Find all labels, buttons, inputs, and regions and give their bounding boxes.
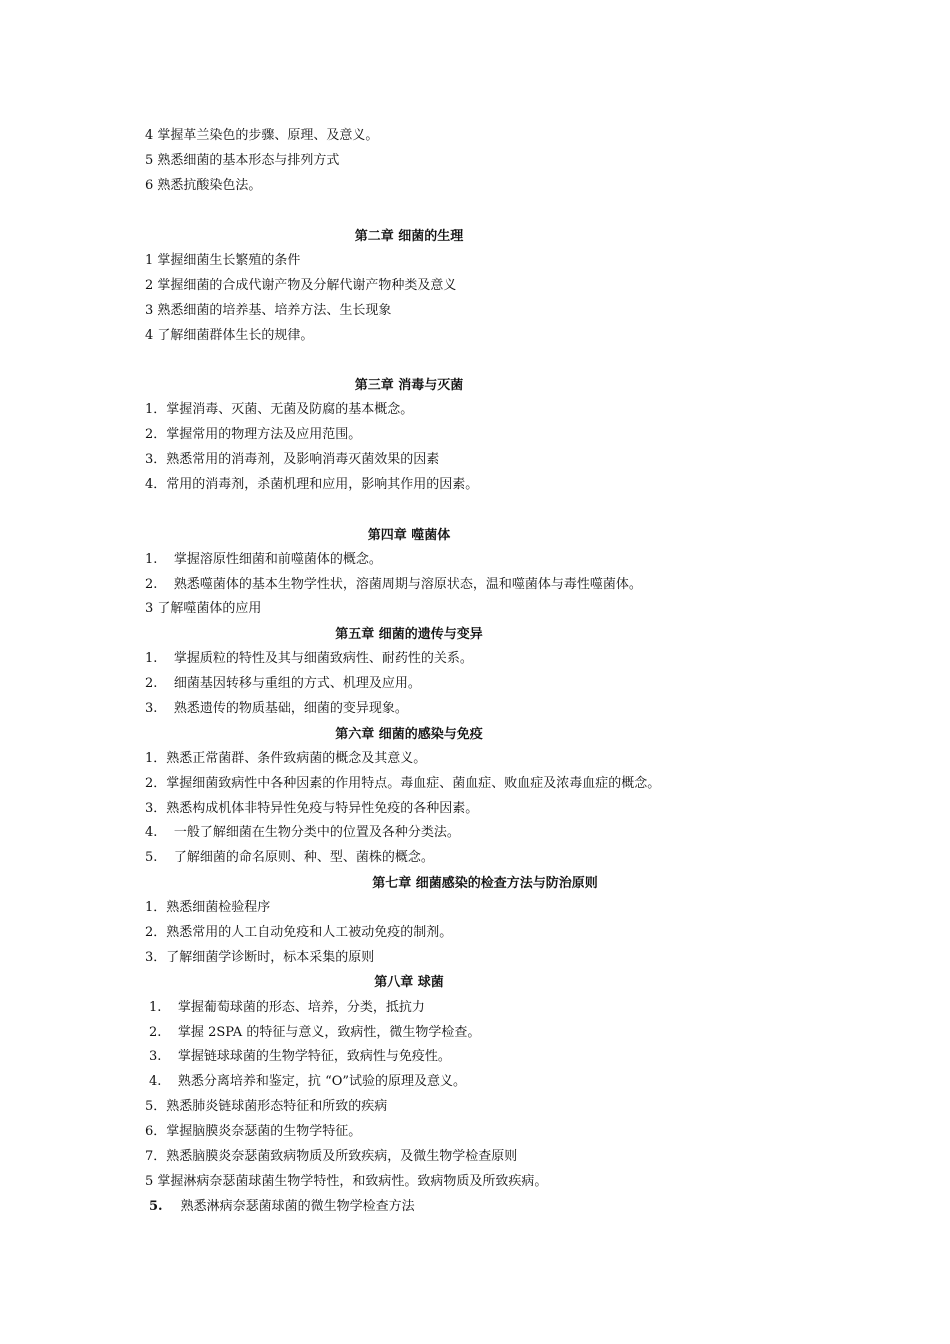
- ch8-item-6: 6．掌握脑膜炎奈瑟菌的生物学特征。: [145, 1124, 362, 1139]
- ch6-item-5: 5. 了解细菌的命名原则、种、型、菌株的概念。: [145, 850, 434, 865]
- ch8-item-last: [149, 1199, 415, 1215]
- ch8-item-3: 3. 掌握链球球菌的生物学特征，致病性与免疫性。: [149, 1049, 451, 1064]
- ch6-item-4: 4. 一般了解细菌在生物分类中的位置及各种分类法。: [145, 825, 460, 840]
- ch2-item-1: 1 掌握细菌生长繁殖的条件: [145, 253, 301, 268]
- ch3-item-1: 1．掌握消毒、灭菌、无菌及防腐的基本概念。: [145, 402, 414, 417]
- ch7-item-1: 1．熟悉细菌检验程序: [145, 900, 271, 915]
- ch1-item-5: 5 熟悉细菌的基本形态与排列方式: [145, 153, 340, 168]
- chapter-4-title: 第四章 噬菌体: [367, 528, 451, 543]
- chapter-3-title: 第三章 消毒与灭菌: [354, 378, 464, 393]
- ch5-item-2: 2. 细菌基因转移与重组的方式、机理及应用。: [145, 676, 421, 691]
- ch8-item-7: 7．熟悉脑膜炎奈瑟菌致病物质及所致疾病，及微生物学检查原则: [145, 1149, 518, 1164]
- ch8-item-2: 2. 掌握 2SPA 的特征与意义，致病性，微生物学检查。: [149, 1025, 481, 1040]
- ch3-item-2: 2．掌握常用的物理方法及应用范围。: [145, 427, 362, 442]
- ch4-item-1: 1. 掌握溶原性细菌和前噬菌体的概念。: [145, 552, 382, 567]
- ch6-item-3: 3．熟悉构成机体非特异性免疫与特异性免疫的各种因素。: [145, 801, 479, 816]
- ch4-item-2: 2. 熟悉噬菌体的基本生物学性状，溶菌周期与溶原状态，温和噬菌体与毒性噬菌体。: [145, 577, 642, 592]
- ch1-item-4: 4 掌握革兰染色的步骤、原理、及意义。: [145, 128, 379, 143]
- ch6-item-1: 1．熟悉正常菌群、条件致病菌的概念及其意义。: [145, 751, 427, 766]
- ch5-item-1: 1. 掌握质粒的特性及其与细菌致病性、耐药性的关系。: [145, 651, 473, 666]
- ch8-item-last-number: 5.: [149, 1199, 163, 1214]
- ch2-item-4: 4 了解细菌群体生长的规律。: [145, 328, 314, 343]
- ch2-item-3: 3 熟悉细菌的培养基、培养方法、生长现象: [145, 303, 392, 318]
- ch8-item-last-text: 熟悉淋病奈瑟菌球菌的微生物学检查方法: [180, 1199, 415, 1214]
- ch2-item-2: 2 掌握细菌的合成代谢产物及分解代谢产物种类及意义: [145, 278, 457, 293]
- ch8-item-5: 5．熟悉肺炎链球菌形态特征和所致的疾病: [145, 1099, 388, 1114]
- ch6-item-2: 2．掌握细菌致病性中各种因素的作用特点。毒血症、菌血症、败血症及浓毒血症的概念。: [145, 776, 661, 791]
- chapter-8-title: 第八章 球菌: [374, 975, 444, 990]
- chapter-2-title: 第二章 细菌的生理: [354, 229, 464, 244]
- ch7-item-3: 3．了解细菌学诊断时，标本采集的原则: [145, 950, 375, 965]
- ch3-item-3: 3．熟悉常用的消毒剂，及影响消毒灭菌效果的因素: [145, 452, 440, 467]
- ch4-item-3: 3 了解噬菌体的应用: [145, 601, 262, 616]
- ch5-item-3: 3. 熟悉遗传的物质基础，细菌的变异现象。: [145, 701, 408, 716]
- ch1-item-6: 6 熟悉抗酸染色法。: [145, 178, 262, 193]
- ch7-item-2: 2．熟悉常用的人工自动免疫和人工被动免疫的制剂。: [145, 925, 453, 940]
- chapter-5-title: 第五章 细菌的遗传与变异: [335, 627, 483, 642]
- chapter-6-title: 第六章 细菌的感染与免疫: [335, 727, 483, 742]
- ch3-item-4: 4．常用的消毒剂，杀菌机理和应用，影响其作用的因素。: [145, 477, 479, 492]
- ch8-item-4: 4. 熟悉分离培养和鉴定，抗 “O”试验的原理及意义。: [149, 1074, 467, 1089]
- ch8-item-8: 5 掌握淋病奈瑟菌球菌生物学特性，和致病性。致病物质及所致疾病。: [145, 1174, 548, 1189]
- ch8-item-1: 1. 掌握葡萄球菌的形态、培养，分类，抵抗力: [149, 1000, 425, 1015]
- chapter-7-title: 第七章 细菌感染的检查方法与防治原则: [372, 876, 598, 891]
